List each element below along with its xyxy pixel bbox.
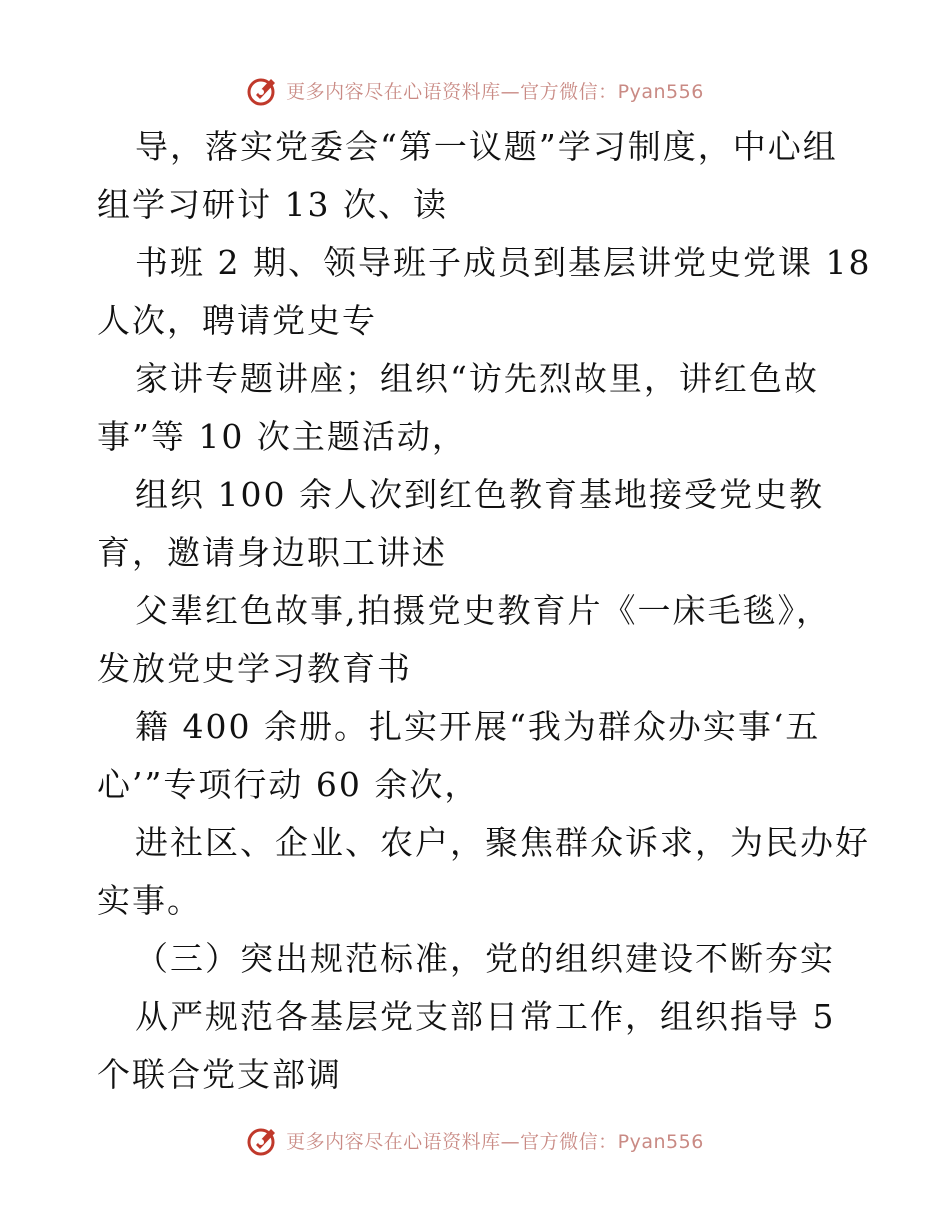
text-line: 事”等 10 次主题活动， — [97, 417, 467, 456]
watermark-text: 更多内容尽在心语资料库—官方微信：Pyan556 — [286, 80, 704, 103]
document-body — [97, 118, 872, 1104]
text-line: 籍 400 余册。扎实开展“我为群众办实事‘五 — [135, 707, 821, 746]
pen-nib-circle-logo-icon — [246, 73, 280, 107]
text-line: 心’”专项行动 60 余次， — [97, 765, 480, 804]
header-watermark — [0, 70, 950, 110]
text-line: 进社区、企业、农户，聚焦群众诉求，为民办好 — [135, 823, 870, 862]
text-line: 导，落实党委会“第一议题”学习制度，中心组 — [135, 127, 838, 166]
text-line: 个联合党支部调 — [97, 1055, 342, 1094]
text-line: 书班 2 期、领导班子成员到基层讲党史党课 18 — [135, 243, 872, 282]
watermark-text: 更多内容尽在心语资料库—官方微信：Pyan556 — [286, 1130, 704, 1153]
text-line: 育，邀请身边职工讲述 — [97, 533, 447, 572]
text-line: 组织 100 余人次到红色教育基地接受党史教 — [135, 475, 824, 514]
text-line: 家讲专题讲座；组织“访先烈故里，讲红色故 — [135, 359, 819, 398]
text-line: 人次，聘请党史专 — [97, 301, 377, 340]
text-line: 组学习研讨 13 次、读 — [97, 185, 448, 224]
text-line: 从严规范各基层党支部日常工作，组织指导 5 — [135, 997, 836, 1036]
footer-watermark — [0, 1120, 950, 1160]
text-line: 发放党史学习教育书 — [97, 649, 412, 688]
pen-nib-circle-logo-icon — [246, 1123, 280, 1157]
text-line: 父辈红色故事,拍摄党史教育片《一床毛毯》， — [135, 591, 831, 630]
text-line: 实事。 — [97, 881, 202, 920]
section-heading: （三）突出规范标准，党的组织建设不断夯实 — [135, 939, 835, 978]
